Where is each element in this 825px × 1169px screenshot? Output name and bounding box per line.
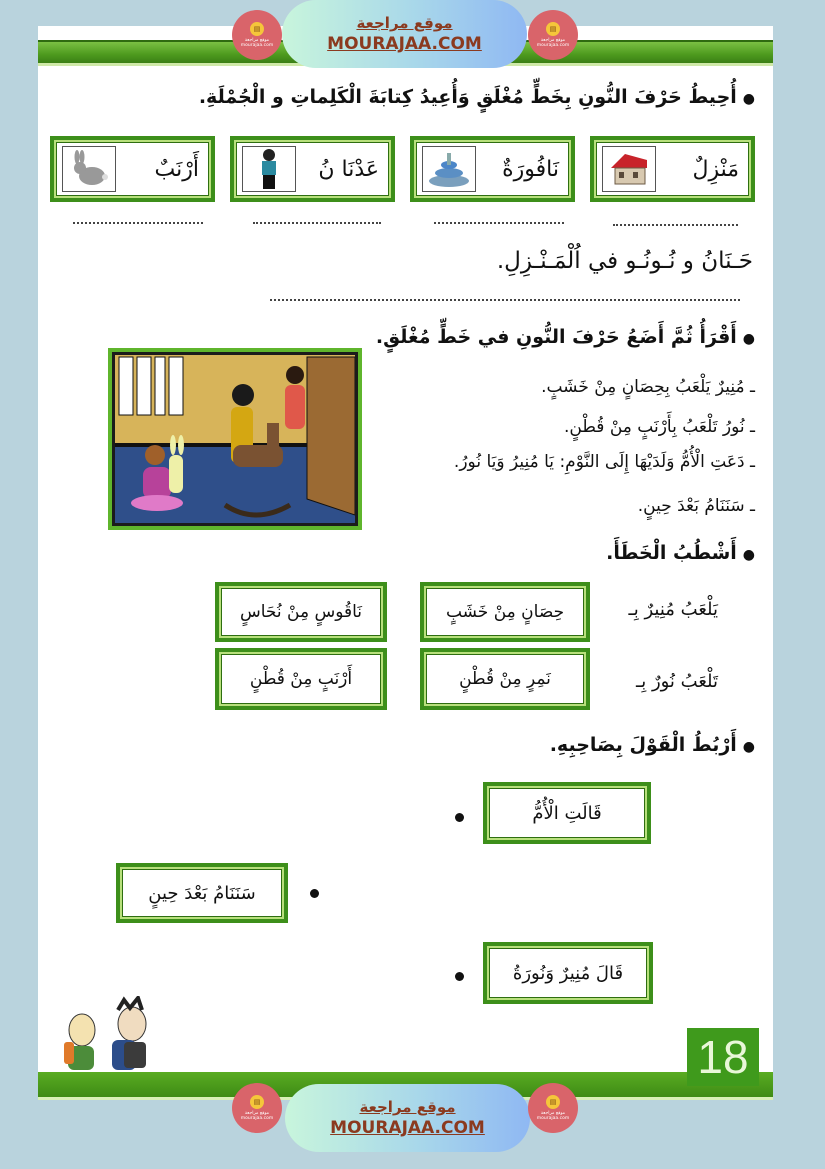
answer-line-4[interactable] — [73, 222, 203, 224]
boy-icon — [242, 146, 296, 192]
book-icon: ▤ — [546, 22, 560, 36]
reading-line-2: ـ نُورُ تَلْعَبُ بِأَرْنَبٍ مِنْ قُطْنٍ. — [564, 417, 755, 437]
answer-line-1[interactable] — [613, 224, 738, 226]
speaker-mother: قَالَتِ الْأُمُّ — [483, 782, 651, 844]
watermark-arabic: موقع مراجعة — [359, 1098, 456, 1116]
watermark-logo-left-bottom: ▤ موقع مراجعة mourajaa.com — [232, 1083, 282, 1133]
scene-illustration — [115, 355, 355, 523]
book-icon: ▤ — [250, 22, 264, 36]
reading-line-1: ـ مُنِيرٌ يَلْعَبُ بِحِصَانٍ مِنْ خَشَبٍ. — [541, 377, 755, 397]
speaker-munir-noura: قَالَ مُنِيرٌ وَنُورَةُ — [483, 942, 653, 1004]
children-playing-scene — [108, 348, 362, 530]
quote-sleep-soon: سَنَنَامُ بَعْدَ حِينٍ — [116, 863, 288, 923]
fountain-icon — [422, 146, 476, 192]
book-icon: ▤ — [250, 1095, 264, 1109]
watermark-logo-right-top: ▤ موقع مراجعة mourajaa.com — [528, 10, 578, 60]
exercise1-instruction: ●أُحِيطُ حَرْفَ النُّونِ بِخَطٍّ مُغْلَقٍ وَأُعِيدُ كِتابَةَ الْكَلِماتِ و الْجُمْلَةِ. — [198, 86, 755, 108]
watermark-arabic: موقع مراجعة — [356, 14, 453, 32]
word-card-house: مَنْزِلٌ — [590, 136, 755, 202]
reading-line-3: ـ دَعَتِ الْأُمُّ وَلَدَيْهَا إِلَى النَّوْمِ: يَا مُنِيرُ وَيَا نُورُ. — [453, 452, 755, 472]
rabbit-icon — [62, 146, 116, 192]
answer-line-sentence[interactable] — [270, 299, 740, 301]
watermark-url[interactable]: MOURAJAA.COM — [330, 1118, 485, 1138]
choice-wooden-horse[interactable]: حِصَانٍ مِنْ خَشَبٍ — [420, 582, 590, 642]
answer-line-2[interactable] — [434, 222, 564, 224]
exercise1-sentence: حَـنَانُ و نُـونُـو في اُلْمَـنْـزِلِ. — [496, 248, 753, 274]
row2-lead: تَلْعَبُ نُورٌ بِـ — [635, 671, 718, 692]
bullet-icon: ● — [742, 547, 755, 563]
row1-lead: يَلْعَبُ مُنِيرٌ بِـ — [628, 599, 718, 620]
choice-cotton-rabbit[interactable]: أَرْنَبٍ مِنْ قُطْنٍ — [215, 648, 387, 710]
choice-cotton-tiger[interactable]: نَمِرٍ مِنْ قُطْنٍ — [420, 648, 590, 710]
book-icon: ▤ — [546, 1095, 560, 1109]
bullet-icon: ● — [742, 91, 755, 107]
house-icon — [602, 146, 656, 192]
exercise2-instruction: ●أَقْرَأُ ثُمَّ أَضَعُ حَرْفَ النُّونِ في خَطٍّ مُغْلَقٍ. — [375, 326, 755, 348]
match-dot-speaker-1[interactable] — [455, 813, 464, 822]
word-card-rabbit: أَرْنَبٌ — [50, 136, 215, 202]
choice-copper-bell[interactable]: نَاقُوسٍ مِنْ نُحَاسٍ — [215, 582, 387, 642]
page-number: 18 — [687, 1028, 759, 1086]
word-card-adnan: عَدْنَا نُ — [230, 136, 395, 202]
bullet-icon: ● — [742, 331, 755, 347]
worksheet-page — [38, 26, 773, 1100]
word-card-fountain: نَافُورَةٌ — [410, 136, 575, 202]
watermark-url[interactable]: MOURAJAA.COM — [327, 34, 482, 54]
watermark-logo-right-bottom: ▤ موقع مراجعة mourajaa.com — [528, 1083, 578, 1133]
exercise4-instruction: ●أَرْبُطُ الْقَوْلَ بِصَاحِبِهِ. — [549, 734, 755, 756]
answer-line-3[interactable] — [253, 222, 381, 224]
watermark-banner-bottom[interactable] — [285, 1084, 530, 1152]
watermark-banner-top[interactable] — [282, 0, 527, 68]
match-dot-quote-1[interactable] — [310, 889, 319, 898]
reading-line-4: ـ سَنَنَامُ بَعْدَ حِينٍ. — [637, 496, 755, 516]
match-dot-speaker-2[interactable] — [455, 972, 464, 981]
bullet-icon: ● — [742, 739, 755, 755]
watermark-logo-left-top: ▤ موقع مراجعة mourajaa.com — [232, 10, 282, 60]
exercise3-instruction: ●أَشْطُبُ الْخَطَأَ. — [606, 542, 755, 564]
